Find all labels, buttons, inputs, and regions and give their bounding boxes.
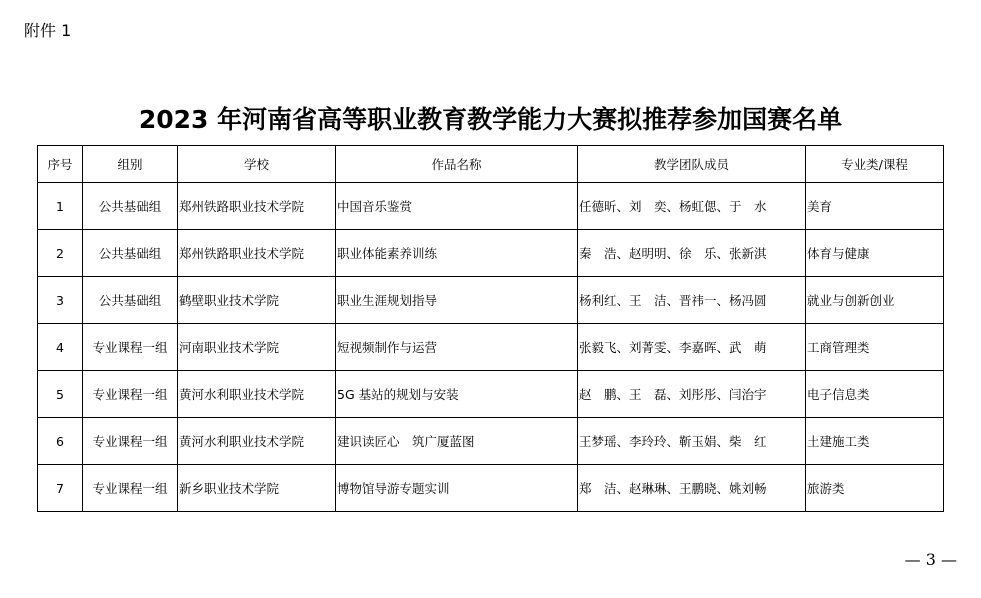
cell-school: 鹤壁职业技术学院 bbox=[178, 277, 336, 324]
cell-category: 就业与创新创业 bbox=[806, 277, 944, 324]
cell-team: 赵 鹏、王 磊、刘彤彤、闫治宇 bbox=[578, 371, 806, 418]
cell-category: 电子信息类 bbox=[806, 371, 944, 418]
cell-group: 公共基础组 bbox=[83, 277, 178, 324]
cell-team: 杨利红、王 洁、晋祎一、杨冯圆 bbox=[578, 277, 806, 324]
cell-category: 体育与健康 bbox=[806, 230, 944, 277]
cell-group: 公共基础组 bbox=[83, 183, 178, 230]
cell-team: 郑 洁、赵琳琳、王鹏晓、姚刘畅 bbox=[578, 465, 806, 512]
cell-no: 3 bbox=[38, 277, 83, 324]
table-row bbox=[38, 277, 944, 324]
cell-no: 4 bbox=[38, 324, 83, 371]
cell-team: 任德昕、刘 奕、杨虹偲、于 水 bbox=[578, 183, 806, 230]
cell-school: 河南职业技术学院 bbox=[178, 324, 336, 371]
cell-work: 建识读匠心 筑广厦蓝图 bbox=[336, 418, 578, 465]
cell-school: 郑州铁路职业技术学院 bbox=[178, 183, 336, 230]
cell-work: 中国音乐鉴赏 bbox=[336, 183, 578, 230]
table-header-row bbox=[38, 146, 944, 183]
header-cell-school: 学校 bbox=[178, 146, 336, 183]
cell-category: 美育 bbox=[806, 183, 944, 230]
cell-group: 专业课程一组 bbox=[83, 324, 178, 371]
cell-work: 博物馆导游专题实训 bbox=[336, 465, 578, 512]
cell-no: 2 bbox=[38, 230, 83, 277]
table-row bbox=[38, 230, 944, 277]
table-row bbox=[38, 324, 944, 371]
cell-school: 郑州铁路职业技术学院 bbox=[178, 230, 336, 277]
cell-team: 秦 浩、赵明明、徐 乐、张新淇 bbox=[578, 230, 806, 277]
cell-category: 旅游类 bbox=[806, 465, 944, 512]
cell-group: 专业课程一组 bbox=[83, 371, 178, 418]
header-cell-work: 作品名称 bbox=[336, 146, 578, 183]
table-row bbox=[38, 465, 944, 512]
cell-category: 土建施工类 bbox=[806, 418, 944, 465]
cell-no: 6 bbox=[38, 418, 83, 465]
cell-school: 黄河水利职业技术学院 bbox=[178, 371, 336, 418]
table-row bbox=[38, 183, 944, 230]
recommendation-table bbox=[37, 145, 944, 512]
cell-work: 短视频制作与运营 bbox=[336, 324, 578, 371]
attachment-label: 附件 1 bbox=[24, 21, 72, 40]
cell-school: 新乡职业技术学院 bbox=[178, 465, 336, 512]
cell-work: 职业生涯规划指导 bbox=[336, 277, 578, 324]
cell-team: 张毅飞、刘菁雯、李嘉晖、武 萌 bbox=[578, 324, 806, 371]
cell-group: 专业课程一组 bbox=[83, 418, 178, 465]
header-cell-no: 序号 bbox=[38, 146, 83, 183]
cell-category: 工商管理类 bbox=[806, 324, 944, 371]
cell-work: 5G 基站的规划与安装 bbox=[336, 371, 578, 418]
cell-no: 7 bbox=[38, 465, 83, 512]
cell-group: 专业课程一组 bbox=[83, 465, 178, 512]
header-cell-category: 专业类/课程 bbox=[806, 146, 944, 183]
cell-school: 黄河水利职业技术学院 bbox=[178, 418, 336, 465]
document-title: 2023 年河南省高等职业教育教学能力大赛拟推荐参加国赛名单 bbox=[138, 105, 843, 134]
cell-no: 5 bbox=[38, 371, 83, 418]
header-cell-team: 教学团队成员 bbox=[578, 146, 806, 183]
cell-work: 职业体能素养训练 bbox=[336, 230, 578, 277]
table-row bbox=[38, 418, 944, 465]
cell-no: 1 bbox=[38, 183, 83, 230]
cell-team: 王梦瑶、李玲玲、靳玉娟、柴 红 bbox=[578, 418, 806, 465]
page-number: — 3 — bbox=[904, 550, 957, 569]
header-cell-group: 组别 bbox=[83, 146, 178, 183]
table-row bbox=[38, 371, 944, 418]
cell-group: 公共基础组 bbox=[83, 230, 178, 277]
